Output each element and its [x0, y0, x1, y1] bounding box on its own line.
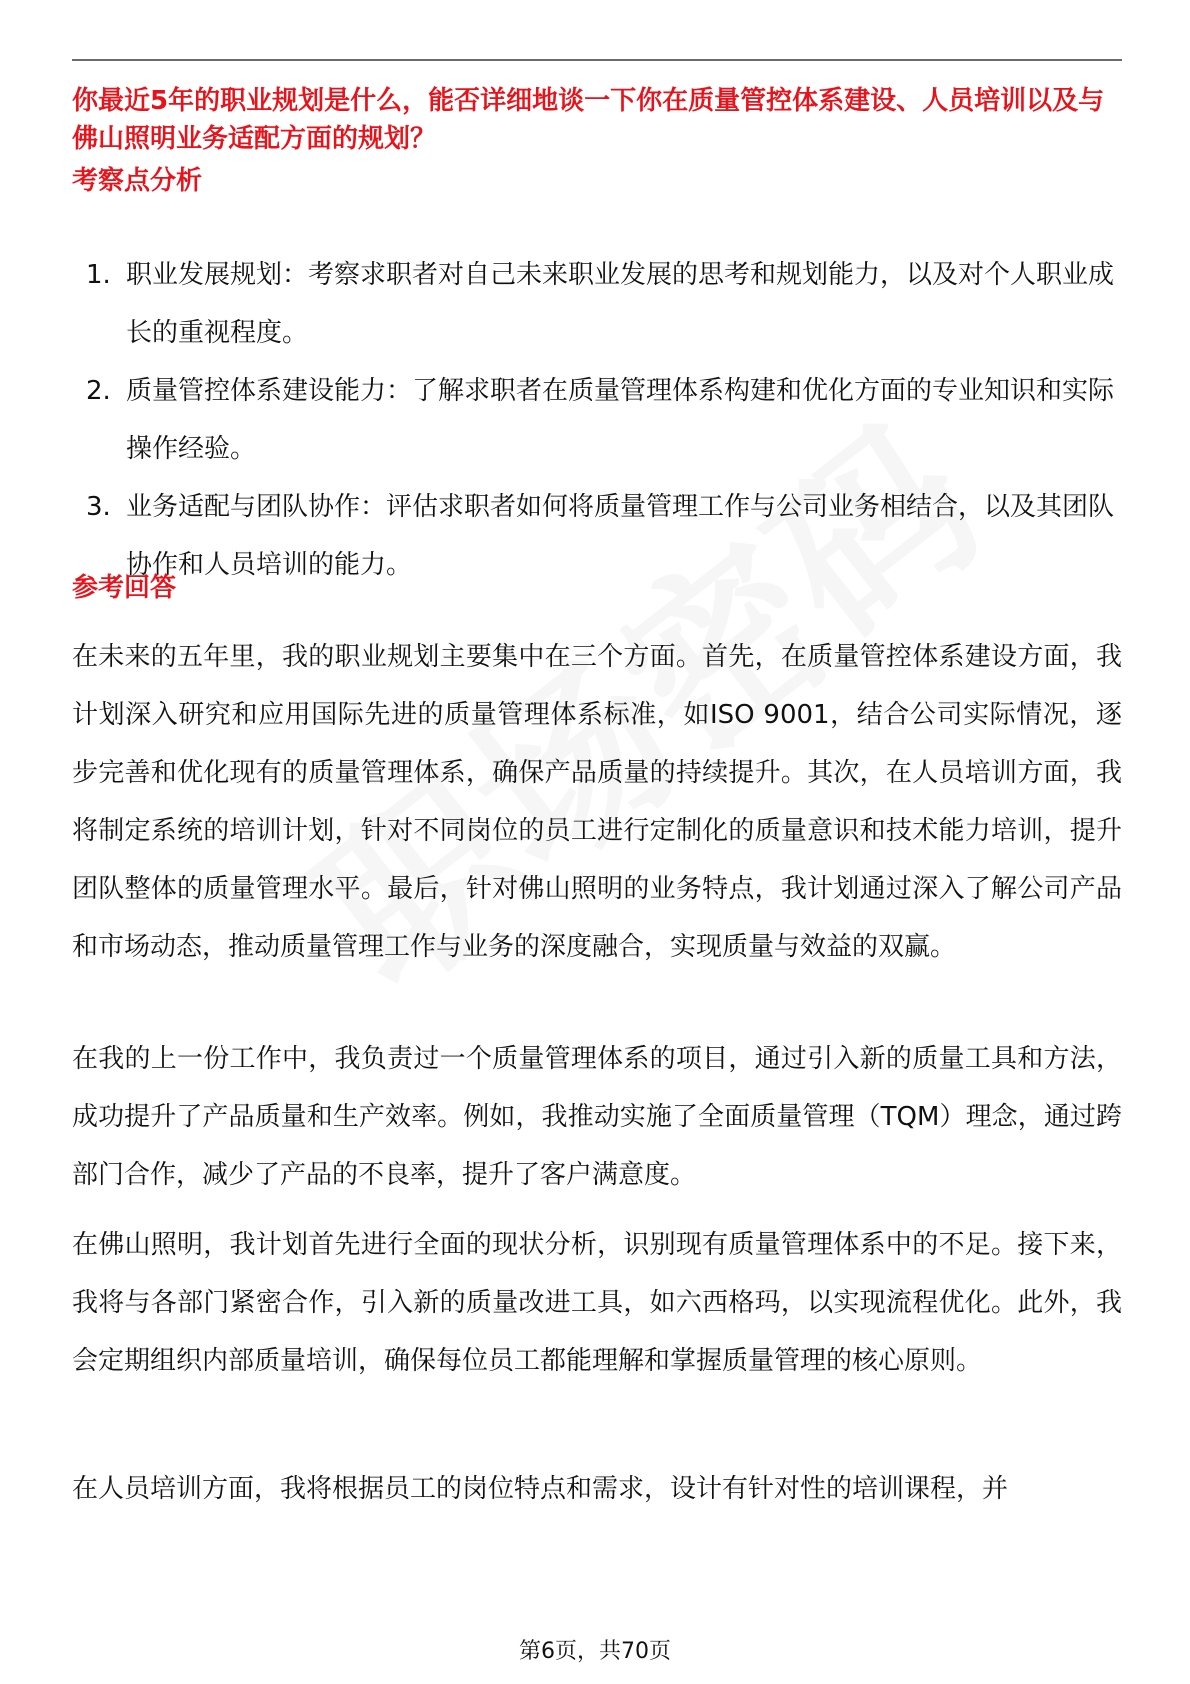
analysis-list — [72, 246, 1122, 594]
item-number: 1. — [86, 260, 111, 290]
answer-heading: 参考回答 — [72, 573, 177, 603]
analysis-item-2 — [72, 362, 1122, 478]
analysis-item-text: 业务适配与团队协作：评估求职者如何将质量管理工作与公司业务相结合，以及其团队协作和人员培训的能力。 — [126, 492, 1115, 580]
top-divider — [72, 59, 1122, 61]
answer-paragraph-1: 在未来的五年里，我的职业规划主要集中在三个方面。首先，在质量管控体系建设方面，我计划深入研究和应用国际先进的质量管理体系标准，如ISO 9001，结合公司实际情况，逐步完善和优化现有的质量管理体系，确保产品质量的持续提升。其次，在人员培训方面，我将制定系统的培训计划，针对不同岗位的员工进行定制化的质量意识和技术能力培训，提升团队整体的质量管理水平。最后，针对佛山照明的业务特点，我计划通过深入了解公司产品和市场动态，推动质量管理工作与业务的深度融合，实现质量与效益的双赢。 — [72, 642, 1122, 962]
answer-paragraph-4: 在人员培训方面，我将根据员工的岗位特点和需求，设计有针对性的培训课程，并 — [72, 1474, 1009, 1504]
analysis-item-text: 质量管控体系建设能力：了解求职者在质量管理体系构建和优化方面的专业知识和实际操作经验。 — [126, 376, 1115, 464]
page-number: 第6页，共70页 — [519, 1639, 671, 1664]
analysis-heading: 考察点分析 — [72, 166, 203, 196]
analysis-item-3 — [72, 478, 1122, 594]
analysis-item-1 — [72, 246, 1122, 362]
item-number: 2. — [86, 376, 111, 406]
analysis-item-text: 职业发展规划：考察求职者对自己未来职业发展的思考和规划能力，以及对个人职业成长的重视程度。 — [126, 260, 1115, 348]
answer-paragraph-2: 在我的上一份工作中，我负责过一个质量管理体系的项目，通过引入新的质量工具和方法，成功提升了产品质量和生产效率。例如，我推动实施了全面质量管理（TQM）理念，通过跨部门合作，减少了产品的不良率，提升了客户满意度。 — [72, 1044, 1122, 1190]
question-title: 你最近5年的职业规划是什么，能否详细地谈一下你在质量管控体系建设、人员培训以及与佛山照明业务适配方面的规划？ — [72, 86, 1105, 154]
item-number: 3. — [86, 492, 111, 522]
answer-paragraph-3: 在佛山照明，我计划首先进行全面的现状分析，识别现有质量管理体系中的不足。接下来，我将与各部门紧密合作，引入新的质量改进工具，如六西格玛，以实现流程优化。此外，我会定期组织内部质量培训，确保每位员工都能理解和掌握质量管理的核心原则。 — [72, 1230, 1122, 1376]
